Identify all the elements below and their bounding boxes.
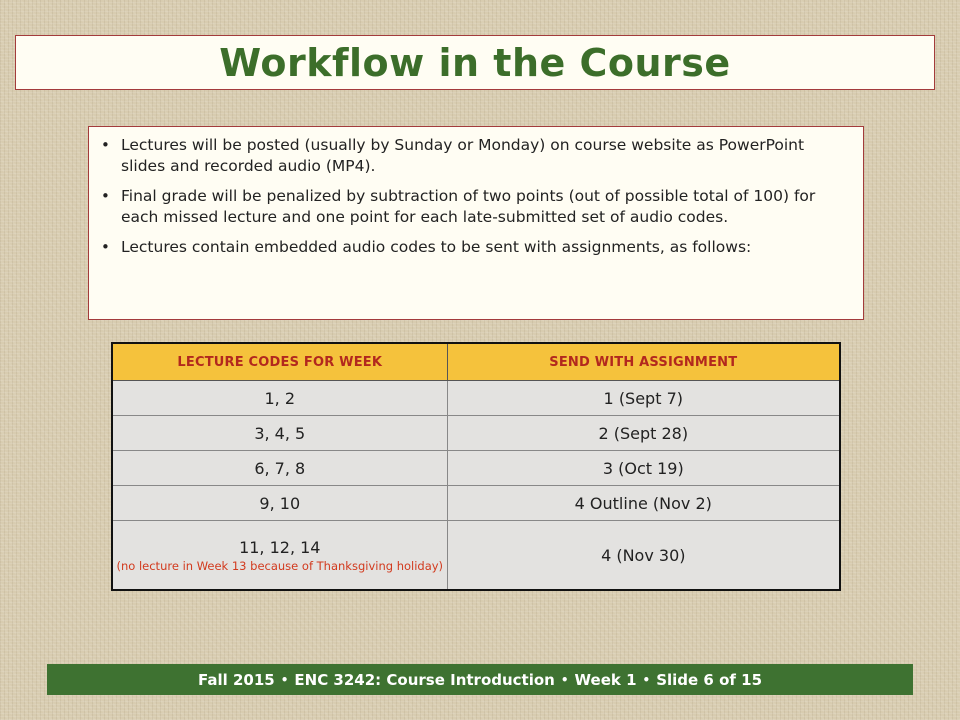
slide-title: Workflow in the Course xyxy=(219,40,731,85)
footer-separator-icon: • xyxy=(642,672,651,687)
bullet-item: • Final grade will be penalized by subtraction of two points (out of possible total of 100) for each missed lecture and one point for each late-submitted set of audio codes. xyxy=(101,187,816,226)
assignment-cell: 3 (Oct 19) xyxy=(447,451,840,486)
bullet-list xyxy=(101,135,847,258)
lecture-codes-table xyxy=(111,342,841,591)
weeks-cell: 1, 2 xyxy=(112,381,447,416)
bullet-icon: • xyxy=(101,187,110,205)
weeks-cell: 6, 7, 8 xyxy=(112,451,447,486)
assignment-cell: 2 (Sept 28) xyxy=(447,416,840,451)
bullet-icon: • xyxy=(101,238,110,256)
title-box xyxy=(15,35,935,90)
footer-slide-number: Slide 6 of 15 xyxy=(656,670,763,689)
footer-separator-icon: • xyxy=(560,672,569,687)
weeks-cell xyxy=(112,521,447,591)
header-lecture-codes: LECTURE CODES FOR WEEK xyxy=(112,343,447,381)
footer-term: Fall 2015 xyxy=(197,670,275,689)
header-send-with-assignment: SEND WITH ASSIGNMENT xyxy=(447,343,840,381)
table-header-row xyxy=(112,343,840,381)
table-row xyxy=(112,381,840,416)
footer-week: Week 1 xyxy=(574,670,637,689)
weeks-text: 11, 12, 14 xyxy=(239,537,321,557)
weeks-cell: 3, 4, 5 xyxy=(112,416,447,451)
bullet-item: • Lectures contain embedded audio codes to be sent with assignments, as follows: xyxy=(101,238,752,256)
slide-footer xyxy=(47,664,913,695)
footer-separator-icon: • xyxy=(280,672,289,687)
weeks-cell: 9, 10 xyxy=(112,486,447,521)
table-row xyxy=(112,521,840,591)
footer-course: ENC 3242: Course Introduction xyxy=(294,670,555,689)
table-row xyxy=(112,416,840,451)
assignment-cell: 1 (Sept 7) xyxy=(447,381,840,416)
assignment-cell: 4 Outline (Nov 2) xyxy=(447,486,840,521)
bullet-icon: • xyxy=(101,136,110,154)
table-row xyxy=(112,451,840,486)
table-row xyxy=(112,486,840,521)
bullet-list-box xyxy=(88,126,864,320)
bullet-item: • Lectures will be posted (usually by Sunday or Monday) on course website as PowerPoint slides and recorded audio (MP4). xyxy=(101,136,805,175)
assignment-cell: 4 (Nov 30) xyxy=(447,521,840,591)
holiday-note: (no lecture in Week 13 because of Thanksgiving holiday) xyxy=(116,558,444,573)
